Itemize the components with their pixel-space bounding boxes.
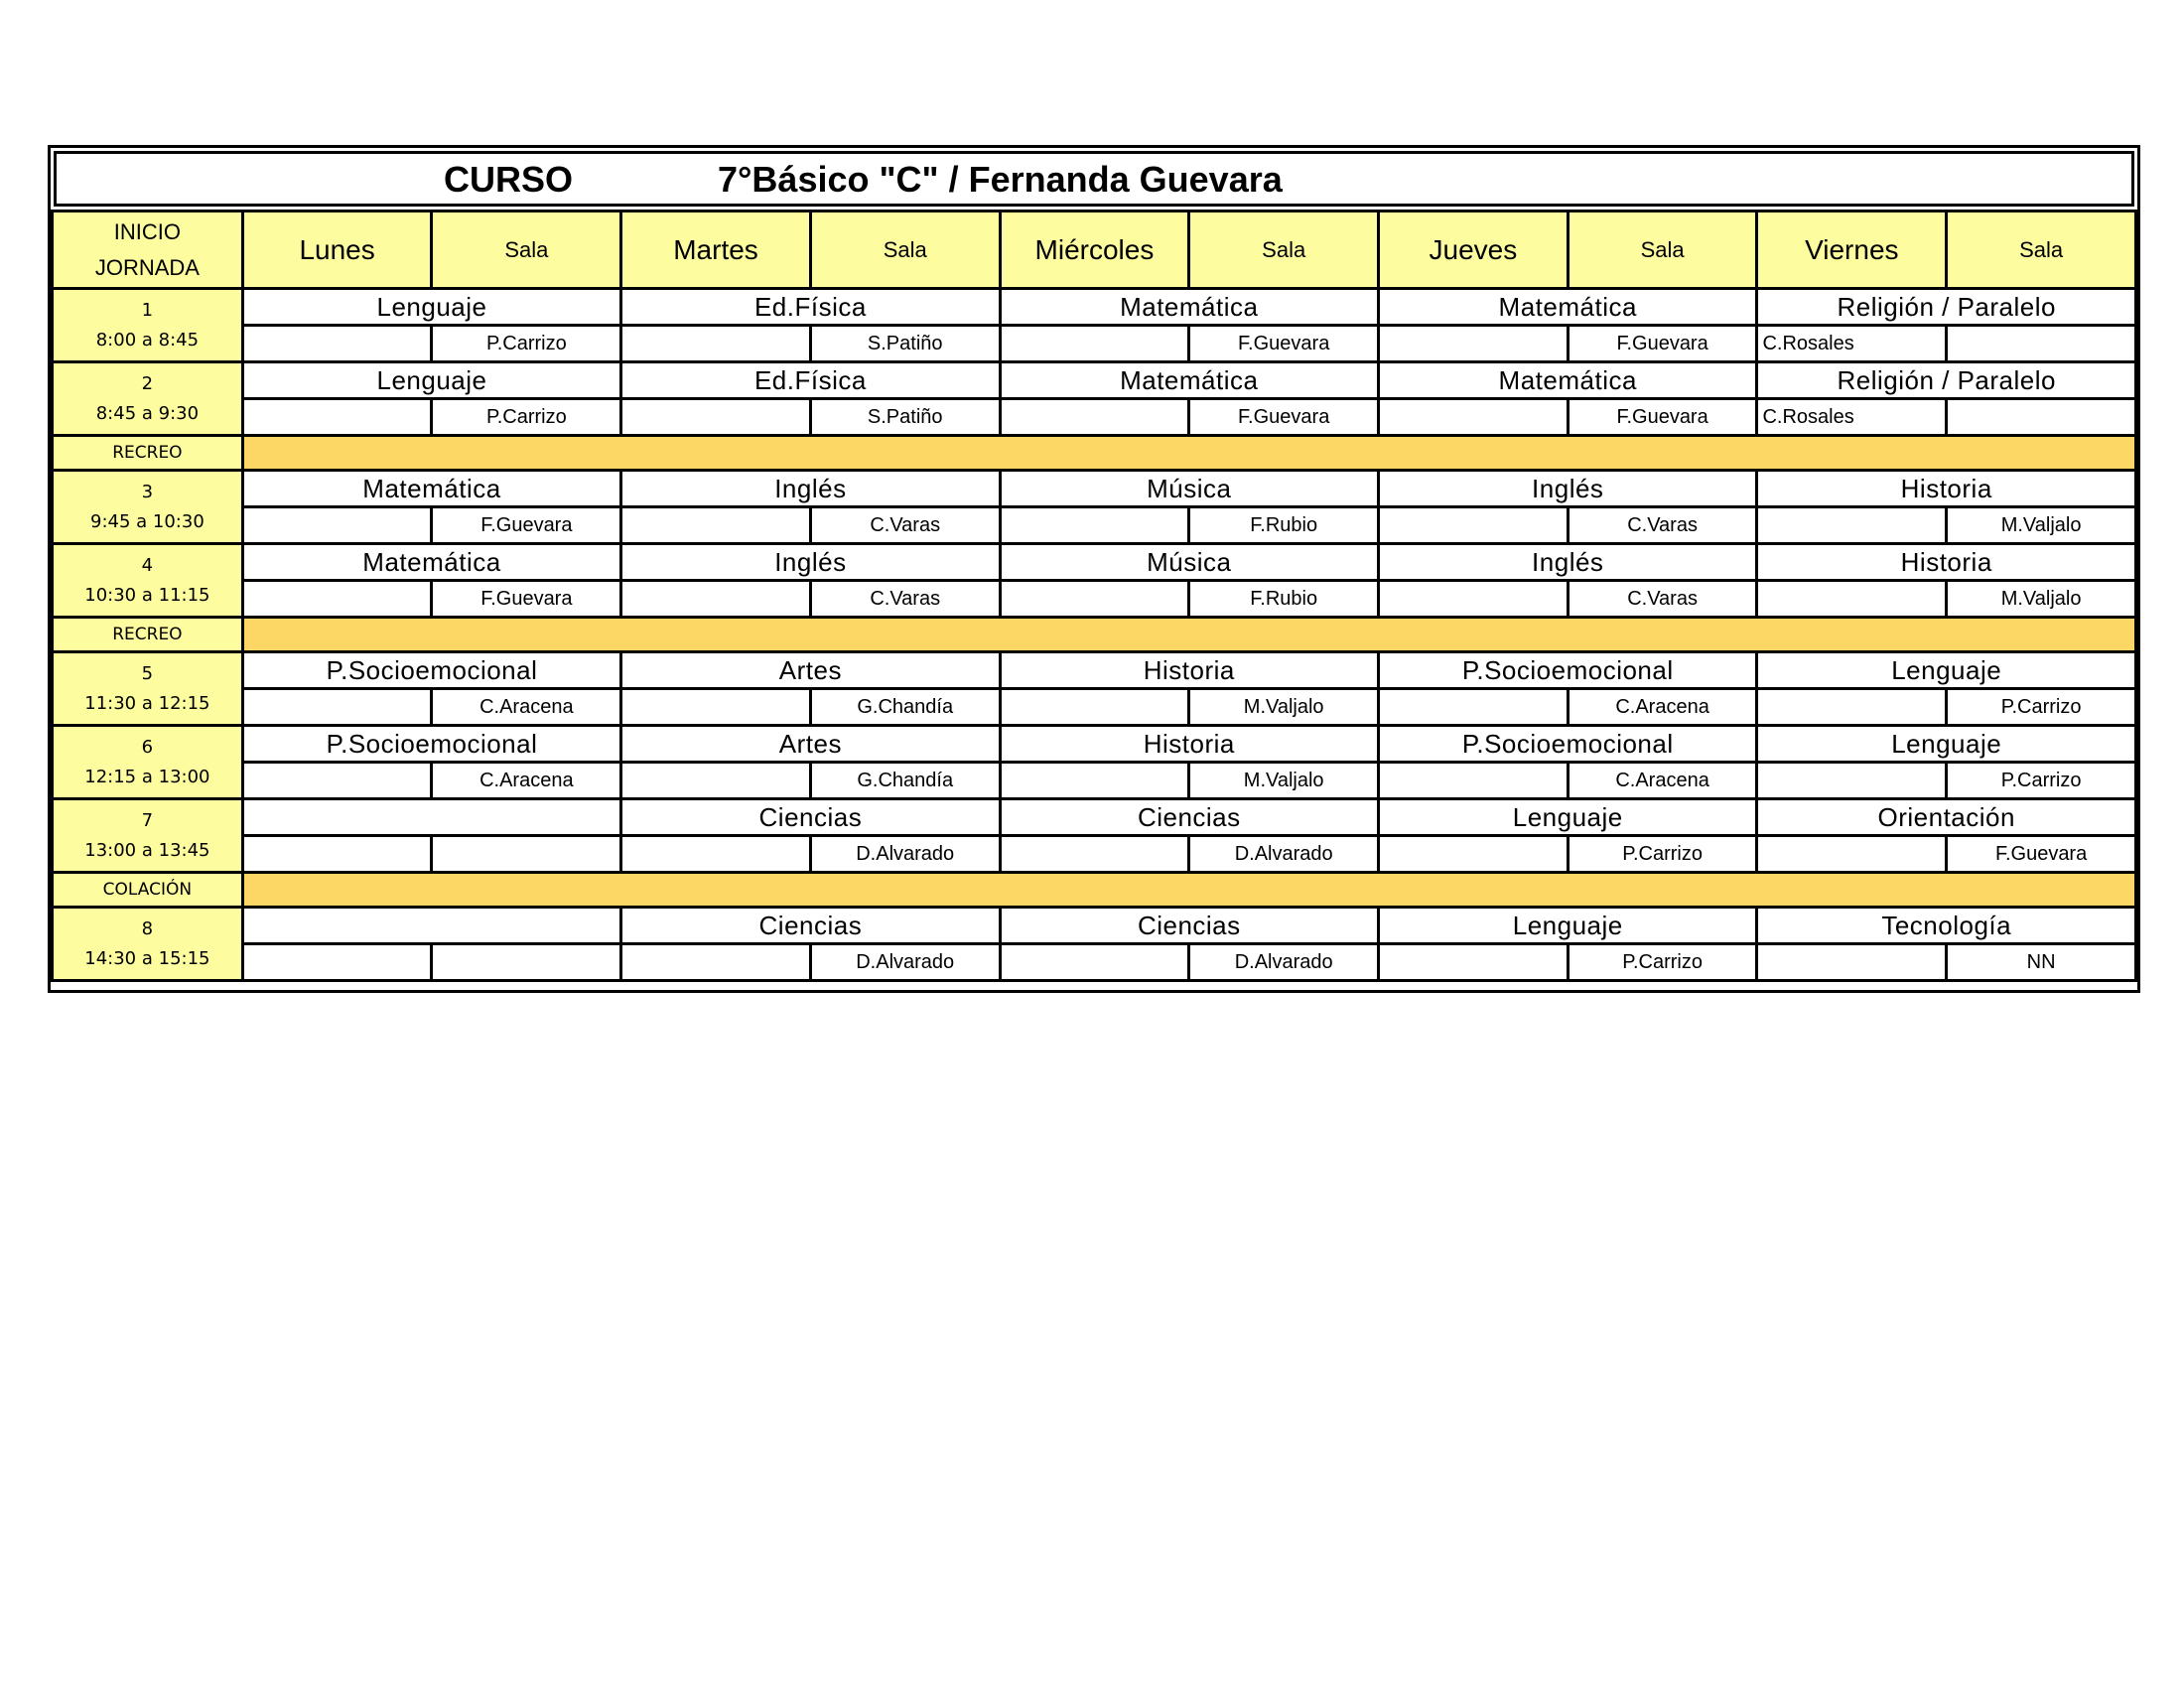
subject-cell: Matemática [1379,289,1757,326]
subject-cell: Historia [1757,471,2136,507]
subject-cell: Matemática [242,544,620,581]
subject-cell: P.Socioemocional [1379,652,1757,689]
break-row [53,873,2136,908]
break-label: COLACIÓN [53,873,243,908]
subject-cell: Lenguaje [242,362,620,399]
subject-cell: Inglés [1379,471,1757,507]
subject-cell: Lenguaje [1757,726,2136,763]
subject-cell: Inglés [621,471,1000,507]
teacher-cell: D.Alvarado [1189,944,1379,981]
teacher-cell: P.Carrizo [1568,836,1757,873]
block-number: 7 [141,809,154,831]
block-teacher-row [53,399,2136,436]
subject-cell: Música [1000,471,1378,507]
empty-cell [621,836,811,873]
block-time: 11:30 a 12:15 [84,692,210,714]
subject-cell: Artes [621,726,1000,763]
subject-cell: P.Socioemocional [242,652,620,689]
teacher-cell: F.Guevara [432,581,621,618]
empty-cell [621,507,811,544]
subject-cell: Lenguaje [1379,799,1757,836]
empty-cell [621,581,811,618]
time-slot-cell [53,652,243,726]
empty-cell [1379,326,1569,362]
time-slot-cell [53,799,243,873]
sala-header: Sala [1189,211,1379,289]
time-slot-cell [53,471,243,544]
teacher-cell: G.Chandía [810,689,1000,726]
block-subject-row [53,908,2136,944]
subject-cell: Música [1000,544,1378,581]
empty-cell [1757,689,1947,726]
block-number: 4 [141,554,154,576]
sala-cell [1947,399,2136,436]
subject-cell [242,799,620,836]
teacher-cell: F.Guevara [1568,399,1757,436]
empty-cell [621,326,811,362]
teacher-cell: C.Varas [1568,507,1757,544]
subject-cell: Religión / Paralelo [1757,362,2136,399]
inicio-label: INICIO [113,218,181,244]
schedule-table [51,210,2137,982]
block-number: 5 [141,662,154,684]
empty-cell [1757,836,1947,873]
empty-cell [1000,507,1189,544]
block-teacher-row [53,944,2136,981]
teacher-cell: F.Guevara [432,507,621,544]
teacher-cell: F.Guevara [1189,326,1379,362]
time-slot-cell [53,908,243,981]
block-subject-row [53,289,2136,326]
sala-header: Sala [1568,211,1757,289]
subject-cell: Tecnología [1757,908,2136,944]
subject-cell: Lenguaje [242,289,620,326]
teacher-cell: C.Rosales [1757,326,1947,362]
subject-cell: Matemática [242,471,620,507]
empty-cell [242,836,432,873]
empty-cell [1379,507,1569,544]
teacher-cell: G.Chandía [810,763,1000,799]
empty-cell [1757,763,1947,799]
subject-cell: Inglés [1379,544,1757,581]
empty-cell [1000,399,1189,436]
empty-cell [1379,689,1569,726]
teacher-cell: M.Valjalo [1947,581,2136,618]
subject-cell: Lenguaje [1379,908,1757,944]
teacher-cell: F.Guevara [1568,326,1757,362]
subject-cell: Inglés [621,544,1000,581]
teacher-cell: C.Varas [810,581,1000,618]
empty-cell [1757,507,1947,544]
teacher-cell: C.Rosales [1757,399,1947,436]
block-teacher-row [53,507,2136,544]
subject-cell: Ciencias [1000,799,1378,836]
block-time: 9:45 a 10:30 [90,510,205,532]
empty-cell [242,507,432,544]
teacher-cell [432,944,621,981]
jornada-label: JORNADA [94,254,200,280]
break-row [53,436,2136,471]
subject-cell: Ciencias [621,908,1000,944]
subject-cell: Matemática [1000,362,1378,399]
block-time: 14:30 a 15:15 [84,947,210,969]
empty-cell [242,326,432,362]
subject-cell: Historia [1000,652,1378,689]
block-time: 8:00 a 8:45 [95,329,200,351]
teacher-cell: S.Patiño [810,399,1000,436]
teacher-cell: C.Aracena [432,689,621,726]
empty-cell [1000,836,1189,873]
sala-header: Sala [432,211,621,289]
block-subject-row [53,799,2136,836]
empty-cell [242,944,432,981]
block-time: 8:45 a 9:30 [95,402,200,424]
empty-cell [621,944,811,981]
break-label: RECREO [53,618,243,652]
teacher-cell: D.Alvarado [1189,836,1379,873]
block-subject-row [53,726,2136,763]
time-slot-cell [53,726,243,799]
subject-cell: P.Socioemocional [1379,726,1757,763]
subject-cell: Historia [1000,726,1378,763]
empty-cell [1379,944,1569,981]
time-slot-cell [53,362,243,436]
sala-cell [1947,326,2136,362]
empty-cell [1379,399,1569,436]
teacher-cell: D.Alvarado [810,836,1000,873]
subject-cell: Religión / Paralelo [1757,289,2136,326]
time-slot-cell [53,289,243,362]
teacher-cell: F.Guevara [1947,836,2136,873]
subject-cell: Ciencias [621,799,1000,836]
block-number: 6 [141,736,154,758]
subject-cell: Matemática [1000,289,1378,326]
teacher-cell: F.Guevara [1189,399,1379,436]
subject-cell: Matemática [1379,362,1757,399]
empty-cell [1000,763,1189,799]
empty-cell [621,763,811,799]
subject-cell: Orientación [1757,799,2136,836]
day-header-viernes: Viernes [1757,211,1947,289]
block-subject-row [53,544,2136,581]
empty-cell [242,581,432,618]
sala-header: Sala [1947,211,2136,289]
block-teacher-row [53,326,2136,362]
subject-cell [242,908,620,944]
empty-cell [1757,581,1947,618]
block-number: 3 [141,481,154,502]
empty-cell [1000,944,1189,981]
subject-cell: Ciencias [1000,908,1378,944]
schedule-sheet [48,145,2140,993]
block-teacher-row [53,689,2136,726]
teacher-cell: F.Rubio [1189,507,1379,544]
empty-cell [242,399,432,436]
teacher-cell: C.Aracena [432,763,621,799]
teacher-cell: NN [1947,944,2136,981]
break-band [242,436,2135,471]
empty-cell [1000,326,1189,362]
block-teacher-row [53,581,2136,618]
teacher-cell: C.Varas [1568,581,1757,618]
teacher-cell: P.Carrizo [432,399,621,436]
teacher-cell: P.Carrizo [1568,944,1757,981]
teacher-cell: P.Carrizo [1947,763,2136,799]
subject-cell: Artes [621,652,1000,689]
course-title: 7°Básico "C" / Fernanda Guevara [718,159,1283,200]
day-header-lunes: Lunes [242,211,432,289]
empty-cell [1000,689,1189,726]
block-number: 2 [141,372,154,394]
block-time: 13:00 a 13:45 [84,839,210,861]
block-time: 10:30 a 11:15 [84,584,210,606]
teacher-cell [432,836,621,873]
block-number: 1 [141,299,154,321]
empty-cell [1379,763,1569,799]
block-teacher-row [53,836,2136,873]
time-slot-cell [53,544,243,618]
header-row [53,211,2136,289]
teacher-cell: S.Patiño [810,326,1000,362]
break-band [242,873,2135,908]
subject-cell: Ed.Física [621,289,1000,326]
empty-cell [621,399,811,436]
block-number: 8 [141,917,154,939]
teacher-cell: M.Valjalo [1189,689,1379,726]
empty-cell [1000,581,1189,618]
teacher-cell: M.Valjalo [1947,507,2136,544]
sala-header: Sala [810,211,1000,289]
block-time: 12:15 a 13:00 [84,766,210,787]
block-subject-row [53,652,2136,689]
empty-cell [242,763,432,799]
subject-cell: Lenguaje [1757,652,2136,689]
teacher-cell: C.Aracena [1568,763,1757,799]
teacher-cell: M.Valjalo [1189,763,1379,799]
teacher-cell: C.Aracena [1568,689,1757,726]
block-teacher-row [53,763,2136,799]
day-header-miercoles: Miércoles [1000,211,1189,289]
teacher-cell: C.Varas [810,507,1000,544]
break-label: RECREO [53,436,243,471]
break-row [53,618,2136,652]
title-label: CURSO [444,159,574,200]
subject-cell: Ed.Física [621,362,1000,399]
subject-cell: P.Socioemocional [242,726,620,763]
empty-cell [242,689,432,726]
block-subject-row [53,471,2136,507]
empty-cell [1757,944,1947,981]
teacher-cell: F.Rubio [1189,581,1379,618]
inicio-jornada-header [53,211,243,289]
block-subject-row [53,362,2136,399]
schedule-body [53,211,2136,981]
day-header-jueves: Jueves [1379,211,1569,289]
title-bar [54,151,2134,207]
break-band [242,618,2135,652]
subject-cell: Historia [1757,544,2136,581]
empty-cell [1379,581,1569,618]
teacher-cell: P.Carrizo [432,326,621,362]
teacher-cell: P.Carrizo [1947,689,2136,726]
empty-cell [1379,836,1569,873]
teacher-cell: D.Alvarado [810,944,1000,981]
empty-cell [621,689,811,726]
day-header-martes: Martes [621,211,811,289]
